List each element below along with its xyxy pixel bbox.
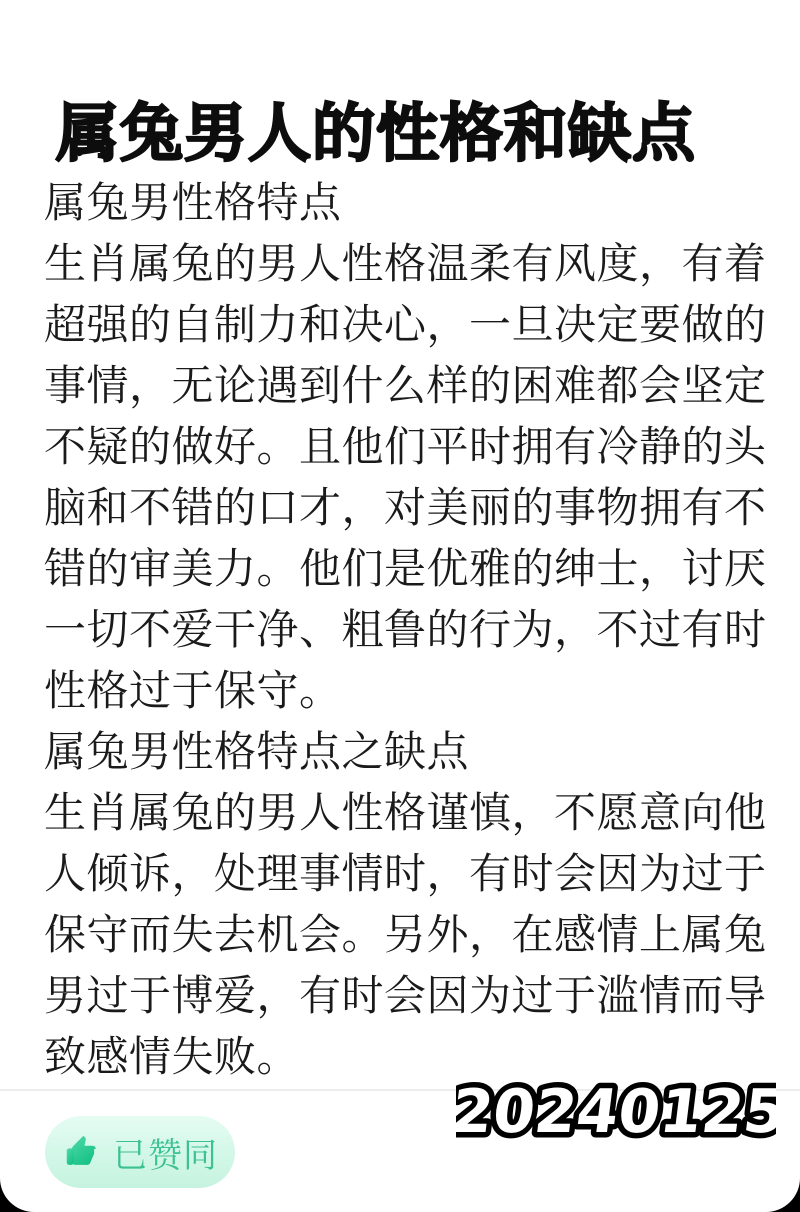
- article-body: [44, 172, 768, 1087]
- article-line: 不疑的做好。且他们平时拥有冷静的头: [44, 423, 767, 470]
- date-watermark: [456, 1070, 776, 1154]
- article-line: 一切不爱干净、粗鲁的行为，不过有时: [44, 606, 767, 653]
- thumbs-up-icon: [62, 1133, 100, 1171]
- date-watermark-svg: [456, 1070, 776, 1154]
- article-line: 男过于博爱，有时会因为过于滥情而导: [44, 972, 767, 1019]
- article-line: 致感情失败。: [44, 1033, 300, 1080]
- article-line: 错的审美力。他们是优雅的绅士，讨厌: [44, 545, 767, 592]
- article-line: 性格过于保守。: [44, 667, 342, 714]
- like-button-label: 已赞同: [113, 1136, 218, 1175]
- article-section-heading: 属兔男性格特点: [44, 179, 342, 226]
- article-line: 生肖属兔的男人性格温柔有风度，有着: [44, 240, 767, 287]
- article-line: 脑和不错的口才，对美丽的事物拥有不: [44, 484, 767, 531]
- article-line: 人倾诉，处理事情时，有时会因为过于: [44, 850, 767, 897]
- article-line: 生肖属兔的男人性格谨慎，不愿意向他: [44, 789, 767, 836]
- page-title: 属兔男人的性格和缺点: [56, 99, 696, 170]
- article-line: 超强的自制力和决心，一旦决定要做的: [44, 301, 767, 348]
- article-line: 保守而失去机会。另外，在感情上属兔: [44, 911, 767, 958]
- article-section-heading: 属兔男性格特点之缺点: [44, 728, 470, 775]
- article-line: 事情，无论遇到什么样的困难都会坚定: [44, 362, 767, 409]
- date-text: 20240125: [456, 1077, 776, 1147]
- like-button[interactable]: [45, 1116, 235, 1188]
